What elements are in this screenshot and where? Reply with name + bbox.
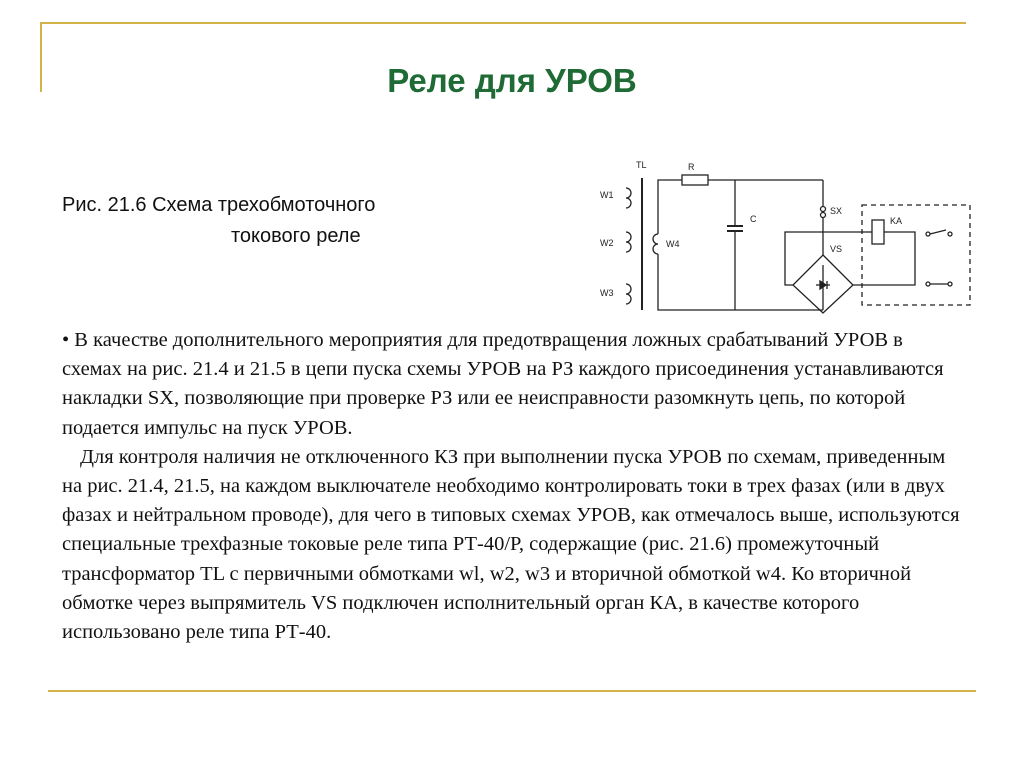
label-ka: KA — [890, 216, 903, 226]
label-sx: SX — [830, 206, 843, 216]
winding-w1-icon — [626, 188, 631, 208]
slide-title: Реле для УРОВ — [387, 62, 637, 99]
caption-line-2: токового реле — [231, 225, 361, 247]
relay-contact-1-icon — [926, 230, 952, 236]
label-w3: W3 — [600, 288, 614, 298]
bottom-decorative-rule — [48, 690, 976, 692]
label-r: R — [688, 162, 695, 172]
label-tl: TL — [636, 160, 647, 170]
label-w1: W1 — [600, 190, 614, 200]
label-w4: W4 — [666, 239, 680, 249]
top-decorative-rule — [40, 22, 966, 24]
relay-coil-icon — [872, 220, 884, 244]
label-w2: W2 — [600, 238, 614, 248]
paragraph-1: • В качестве дополнительного мероприятия для предотвращения ложных срабатываний УРОВ в схемах на рис. 21.4 и 21.5 в цепи пуска схемы УРОВ на РЗ каждого присоединения устанавливаются накладки SX, позволяющие при проверке РЗ или ее неисправности разомкнуть цепь, по которой подается импульс на пуск УРОВ. — [62, 329, 944, 439]
winding-w4-icon — [653, 234, 658, 254]
resistor-icon — [682, 175, 708, 185]
label-vs: VS — [830, 244, 843, 254]
paragraph-2: Для контроля наличия не отключенного КЗ при выполнении пуска УРОВ по схемам, приведенным на рис. 21.4, 21.5, на каждом выключателе необходимо контролировать токи в трех фазах (или в двух фазах и нейтральном проводе), для чего в типовых схемах УРОВ, как отмечалось выше, используются специальные трехфазные токовые реле типа РТ-40/Р, содержащие (рис. 21.6) промежуточный трансформатор TL с первичными обмотками wl, w2, w3 и вторичной обмоткой w4. Ко вторичной обмотке через выпрямитель VS подключен исполнительный орган КА, в качестве которого использовано реле типа РТ-40. — [62, 445, 960, 644]
caption-line-1: Рис. 21.6 Схема трехобмоточного — [62, 194, 376, 216]
body-text — [62, 326, 962, 647]
figure-caption — [62, 190, 375, 252]
winding-w3-icon — [626, 284, 631, 304]
relay-contact-2-icon — [926, 282, 952, 286]
relay-circuit-diagram — [590, 150, 980, 320]
winding-w2-icon — [626, 232, 631, 252]
label-c: C — [750, 214, 757, 224]
